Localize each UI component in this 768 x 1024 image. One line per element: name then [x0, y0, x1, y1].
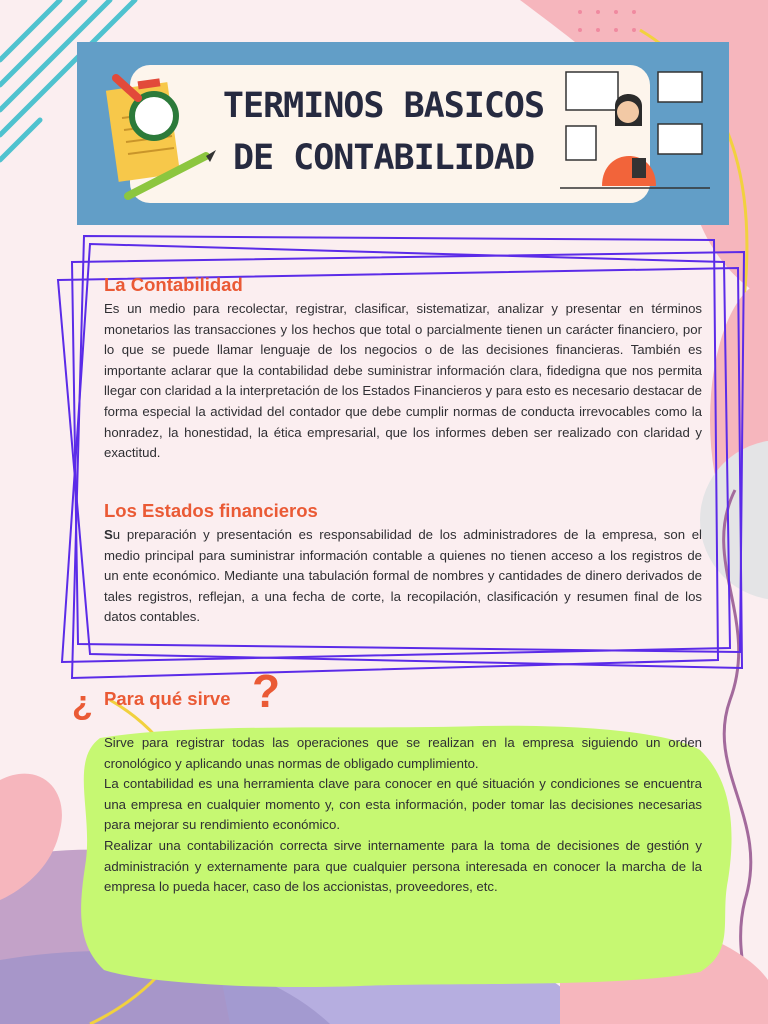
- paragraph-para-que-2: La contabilidad es una herramienta clave para conocer en qué situación y condiciones se encuentra una empresa en cualquier momento y, con esta información, poder tomar las decisiones necesarias para mejorar su rendimiento económico.: [104, 776, 702, 833]
- open-question-mark: ¿: [72, 684, 93, 722]
- section-title-para-que: Para qué sirve: [104, 688, 231, 709]
- section-title-estados: Los Estados financieros: [104, 500, 318, 521]
- section-title-contabilidad: La Contabilidad: [104, 274, 243, 295]
- title-line-1: TERMINOS BASICOS: [222, 86, 545, 126]
- paragraph-estados-text: u preparación y presentación es responsabilidad de los administradores de la empresa, son el medio principal para suministrar información contable a quienes no tienen acceso a los registros de un ente económico. Mediante una tabulación formal de nombres y cantidades de dinero derivados de tales registros, reflejan, a una fecha de corte, la recopilación, clasificación y resumen final de los datos contables.: [104, 527, 702, 625]
- close-question-mark: ?: [252, 665, 281, 717]
- paragraph-para-que: [104, 733, 702, 898]
- paragraph-estados: [104, 525, 702, 628]
- title-line-2: DE CONTABILIDAD: [232, 138, 535, 178]
- drop-cap: S: [104, 527, 113, 542]
- paragraph-para-que-1: Sirve para registrar todas las operaciones que se realizan en la empresa siguiendo un orden cronológico y aplicando unas normas de obligado cumplimiento.: [104, 735, 702, 771]
- paragraph-contabilidad: Es un medio para recolectar, registrar, clasificar, sistematizar, analizar y presentar en términos monetarios las transacciones y los hechos que total o parcialmente tienen un carácter financiero, por lo que se puede llamar lenguaje de los negocios o de las decisiones financieras. También es importante aclarar que la contabilidad debe suministrar información clara, fidedigna que nos permita llegar con claridad a la interpretación de los Estados Financieros y para esto es necesario destacar de forma especial la actividad del contador que debe cumplir normas de conducta irrevocables como la honradez, la honestidad, la ética empresarial, que los informes deben ser realizado con claridad y exactitud.: [104, 301, 702, 461]
- paragraph-para-que-3: Realizar una contabilización correcta sirve internamente para la toma de decisiones de gestión y administración y externamente para que cualquier persona interesada en conocer la marcha de la empresa lo pueda hacer, caso de los accionistas, proveedores, etc.: [104, 837, 702, 895]
